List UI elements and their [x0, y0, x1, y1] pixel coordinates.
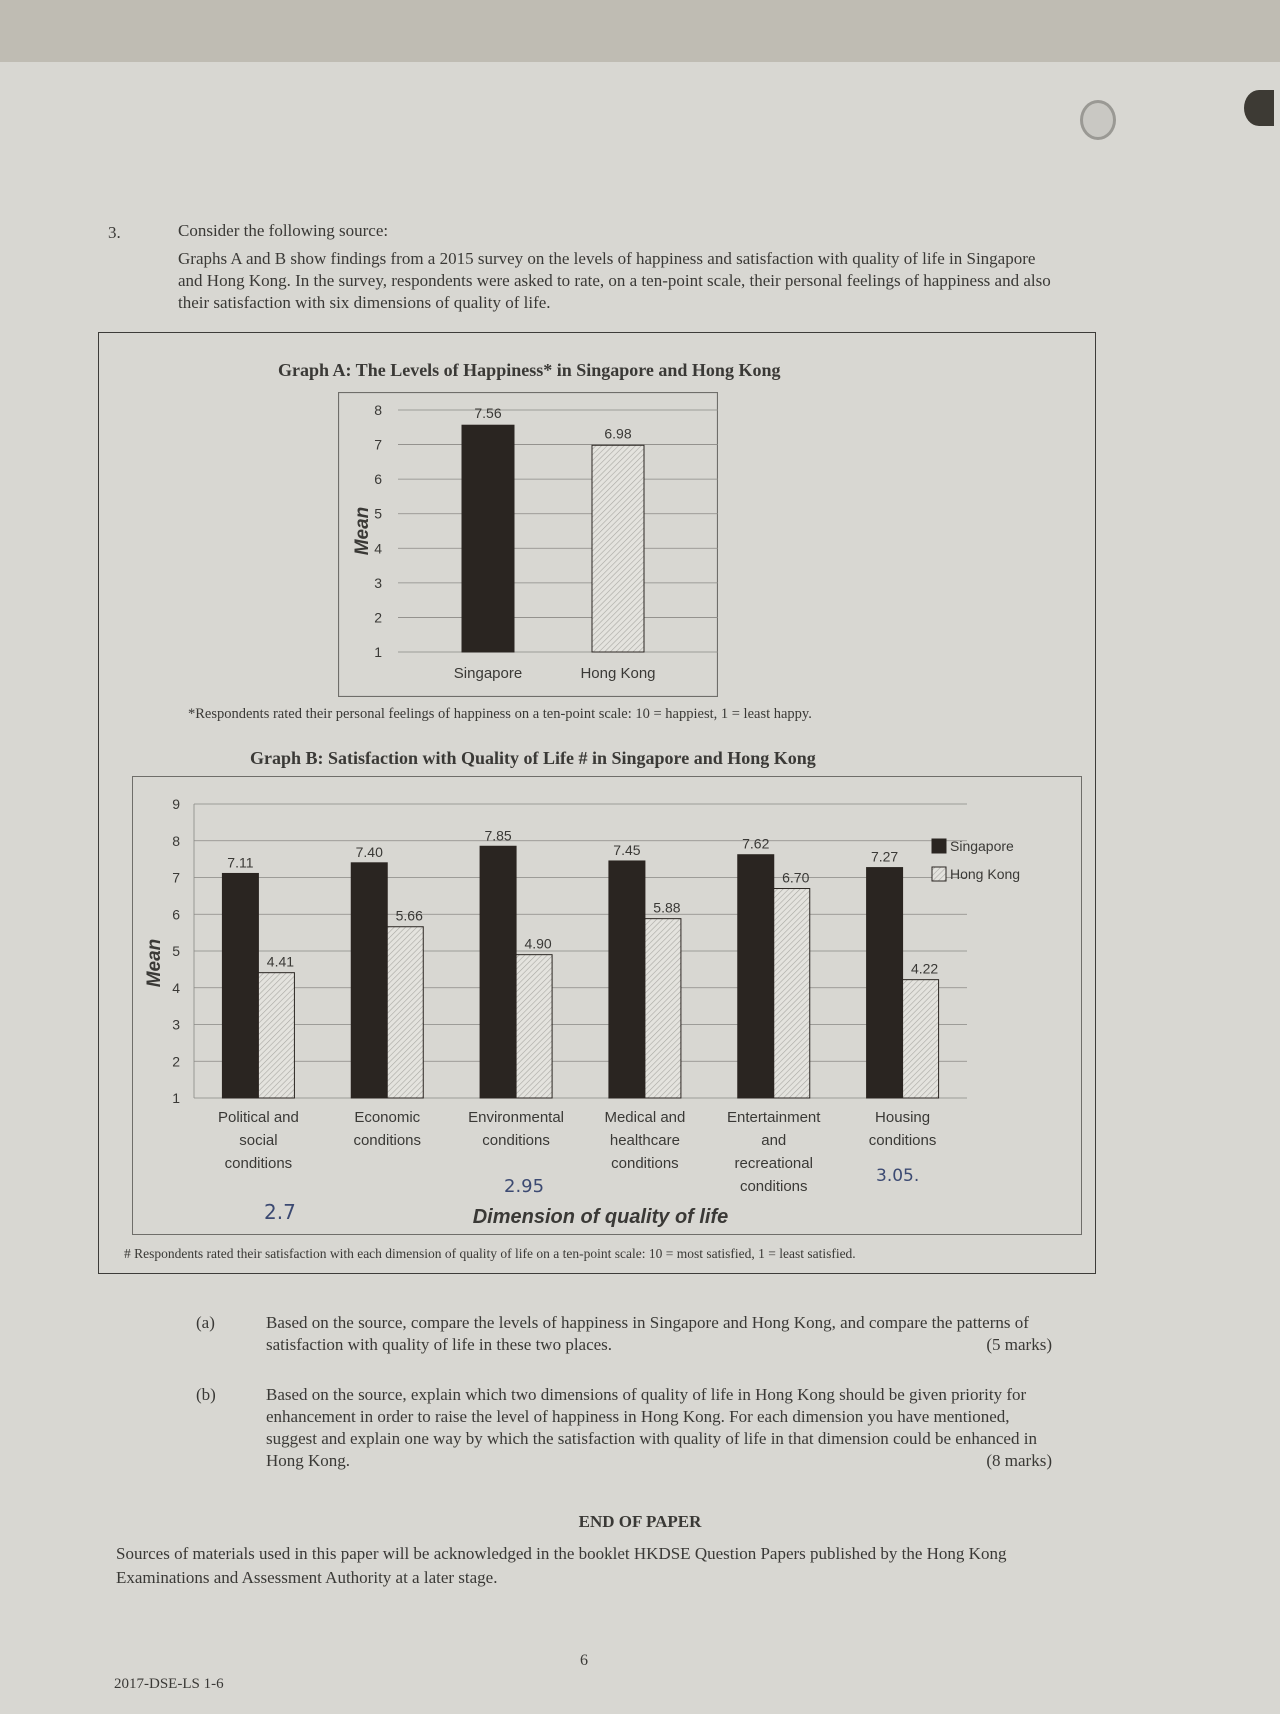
- question-intro: Consider the following source:: [178, 221, 389, 240]
- data-label: 4.41: [266, 953, 295, 970]
- y-tick-label: 2: [172, 1053, 180, 1070]
- bar-singapore: [351, 863, 387, 1098]
- y-tick-label: 5: [374, 505, 382, 522]
- legend-label: Hong Kong: [950, 866, 1021, 882]
- y-tick-label: 7: [374, 436, 382, 453]
- bar-hong-kong: [516, 955, 552, 1098]
- part-a-marks: (5 marks): [986, 1335, 1052, 1354]
- data-label: 6.70: [782, 869, 810, 886]
- y-tick-label: 6: [172, 906, 180, 923]
- y-axis-label: Mean: [352, 506, 373, 556]
- part-a-label: (a): [196, 1313, 215, 1332]
- y-tick-label: 9: [172, 796, 180, 812]
- bar-singapore: [480, 846, 516, 1098]
- background-sheet: [0, 0, 1280, 70]
- graph-b-footnote: # Respondents rated their satisfaction with each dimension of quality of life on a ten-point scale: 10 = most satisfied, 1 = least satisfied.: [124, 1246, 856, 1261]
- bar-singapore: [609, 861, 645, 1098]
- graph-a-footnote: *Respondents rated their personal feelings of happiness on a ten-point scale: 10 = happiest, 1 = least happy.: [188, 706, 812, 722]
- x-category-label: healthcare: [609, 1132, 680, 1149]
- part-b-text: [266, 1384, 1052, 1472]
- x-category-label: Housing: [875, 1109, 931, 1126]
- part-a-question: Based on the source, compare the levels of happiness in Singapore and Hong Kong, and compare the patterns of satisfaction with quality of life in these two places.: [266, 1313, 1029, 1354]
- handwritten-note: 3.05.: [876, 1166, 920, 1186]
- x-category-label: conditions: [868, 1132, 937, 1149]
- x-category-label: conditions: [611, 1155, 679, 1172]
- handwritten-note: 2.7: [264, 1200, 296, 1224]
- data-label: 7.62: [742, 835, 770, 852]
- y-tick-label: 4: [172, 979, 180, 996]
- y-tick-label: 3: [172, 1016, 180, 1033]
- bar-singapore: [222, 873, 258, 1098]
- x-category-label: conditions: [739, 1178, 808, 1195]
- data-label: 6.98: [604, 425, 632, 442]
- y-tick-label: 5: [172, 943, 180, 959]
- x-category-label: Economic: [354, 1109, 421, 1126]
- data-label: 7.40: [355, 843, 383, 860]
- x-category-label: and: [761, 1132, 787, 1149]
- data-label: 7.27: [870, 848, 899, 865]
- legend-swatch: [932, 839, 946, 853]
- y-tick-label: 1: [172, 1090, 180, 1106]
- bar-hong-kong: [903, 980, 939, 1098]
- x-category-label: Singapore: [453, 665, 523, 682]
- y-tick-label: 6: [374, 471, 382, 488]
- x-category-label: recreational: [734, 1155, 813, 1172]
- source-description: Graphs A and B show findings from a 2015 survey on the levels of happiness and satisfaction with quality of life in Singapore and Hong Kong. In the survey, respondents were asked to rate, on a ten-point scale, their personal feelings of happiness and also their satisfaction with six dimensions of quality of life.: [178, 249, 1051, 312]
- part-a-text: [266, 1312, 1052, 1356]
- x-category-label: Entertainment: [727, 1109, 821, 1126]
- data-label: 7.45: [613, 841, 641, 858]
- part-b-marks: (8 marks): [986, 1451, 1052, 1470]
- graph-a-chart: [338, 392, 718, 697]
- graph-b-chart: [132, 776, 1082, 1236]
- chart-frame: [339, 393, 718, 697]
- end-of-paper: END OF PAPER: [578, 1512, 702, 1531]
- graph-a-title: Graph A: The Levels of Happiness* in Singapore and Hong Kong: [278, 360, 781, 380]
- bar-hong-kong: [387, 927, 423, 1098]
- bar-hong-kong: [258, 973, 294, 1098]
- part-b-question: Based on the source, explain which two dimensions of quality of life in Hong Kong should be given priority for enhancement in order to raise the level of happiness in Hong Kong. For each dimension you have mentioned, suggest and explain one way by which the satisfaction with quality of life in that dimension could be enhanced in Hong Kong.: [266, 1385, 1037, 1470]
- x-axis-label: Dimension of quality of life: [472, 1206, 729, 1228]
- bar-singapore: [867, 868, 903, 1098]
- x-category-label: Medical and: [604, 1109, 686, 1126]
- bar-hong-kong: [645, 919, 681, 1098]
- bar-singapore: [738, 855, 774, 1098]
- y-tick-label: 8: [374, 402, 382, 418]
- bar-hong-kong: [592, 445, 644, 652]
- legend-label: Singapore: [950, 838, 1014, 854]
- y-axis-label: Mean: [144, 938, 165, 988]
- x-category-label: conditions: [224, 1155, 293, 1172]
- bar-hong-kong: [774, 889, 810, 1098]
- data-label: 4.90: [524, 935, 552, 952]
- x-category-label: conditions: [353, 1132, 422, 1149]
- data-label: 7.56: [474, 405, 502, 422]
- data-label: 7.85: [484, 827, 512, 844]
- y-tick-label: 1: [374, 644, 382, 660]
- sources-note: Sources of materials used in this paper will be acknowledged in the booklet HKDSE Question Papers published by the Hong Kong Examinations and Assessment Authority at a later stage.: [116, 1544, 1007, 1587]
- x-category-label: Hong Kong: [580, 665, 656, 682]
- page-number: 6: [580, 1652, 588, 1669]
- data-label: 5.88: [653, 899, 681, 916]
- x-category-label: social: [239, 1132, 278, 1149]
- data-label: 7.11: [227, 854, 254, 871]
- x-category-label: Political and: [217, 1109, 299, 1126]
- punch-hole: [1244, 90, 1274, 126]
- graph-b-title: Graph B: Satisfaction with Quality of Life # in Singapore and Hong Kong: [250, 748, 816, 768]
- paper-code: 2017-DSE-LS 1-6: [114, 1676, 224, 1692]
- x-category-label: conditions: [482, 1132, 550, 1149]
- question-number: 3.: [108, 223, 121, 242]
- x-category-label: Environmental: [468, 1109, 565, 1126]
- handwritten-note: 2.95: [504, 1176, 545, 1197]
- y-tick-label: 7: [172, 869, 180, 886]
- data-label: 5.66: [395, 907, 423, 924]
- punch-hole: [1080, 100, 1116, 140]
- y-tick-label: 3: [374, 574, 382, 591]
- part-b-label: (b): [196, 1385, 216, 1404]
- y-tick-label: 2: [374, 609, 382, 626]
- data-label: 4.22: [910, 960, 939, 977]
- bar-singapore: [462, 425, 514, 652]
- y-tick-label: 8: [172, 832, 180, 849]
- y-tick-label: 4: [374, 540, 382, 557]
- legend-swatch: [932, 867, 946, 881]
